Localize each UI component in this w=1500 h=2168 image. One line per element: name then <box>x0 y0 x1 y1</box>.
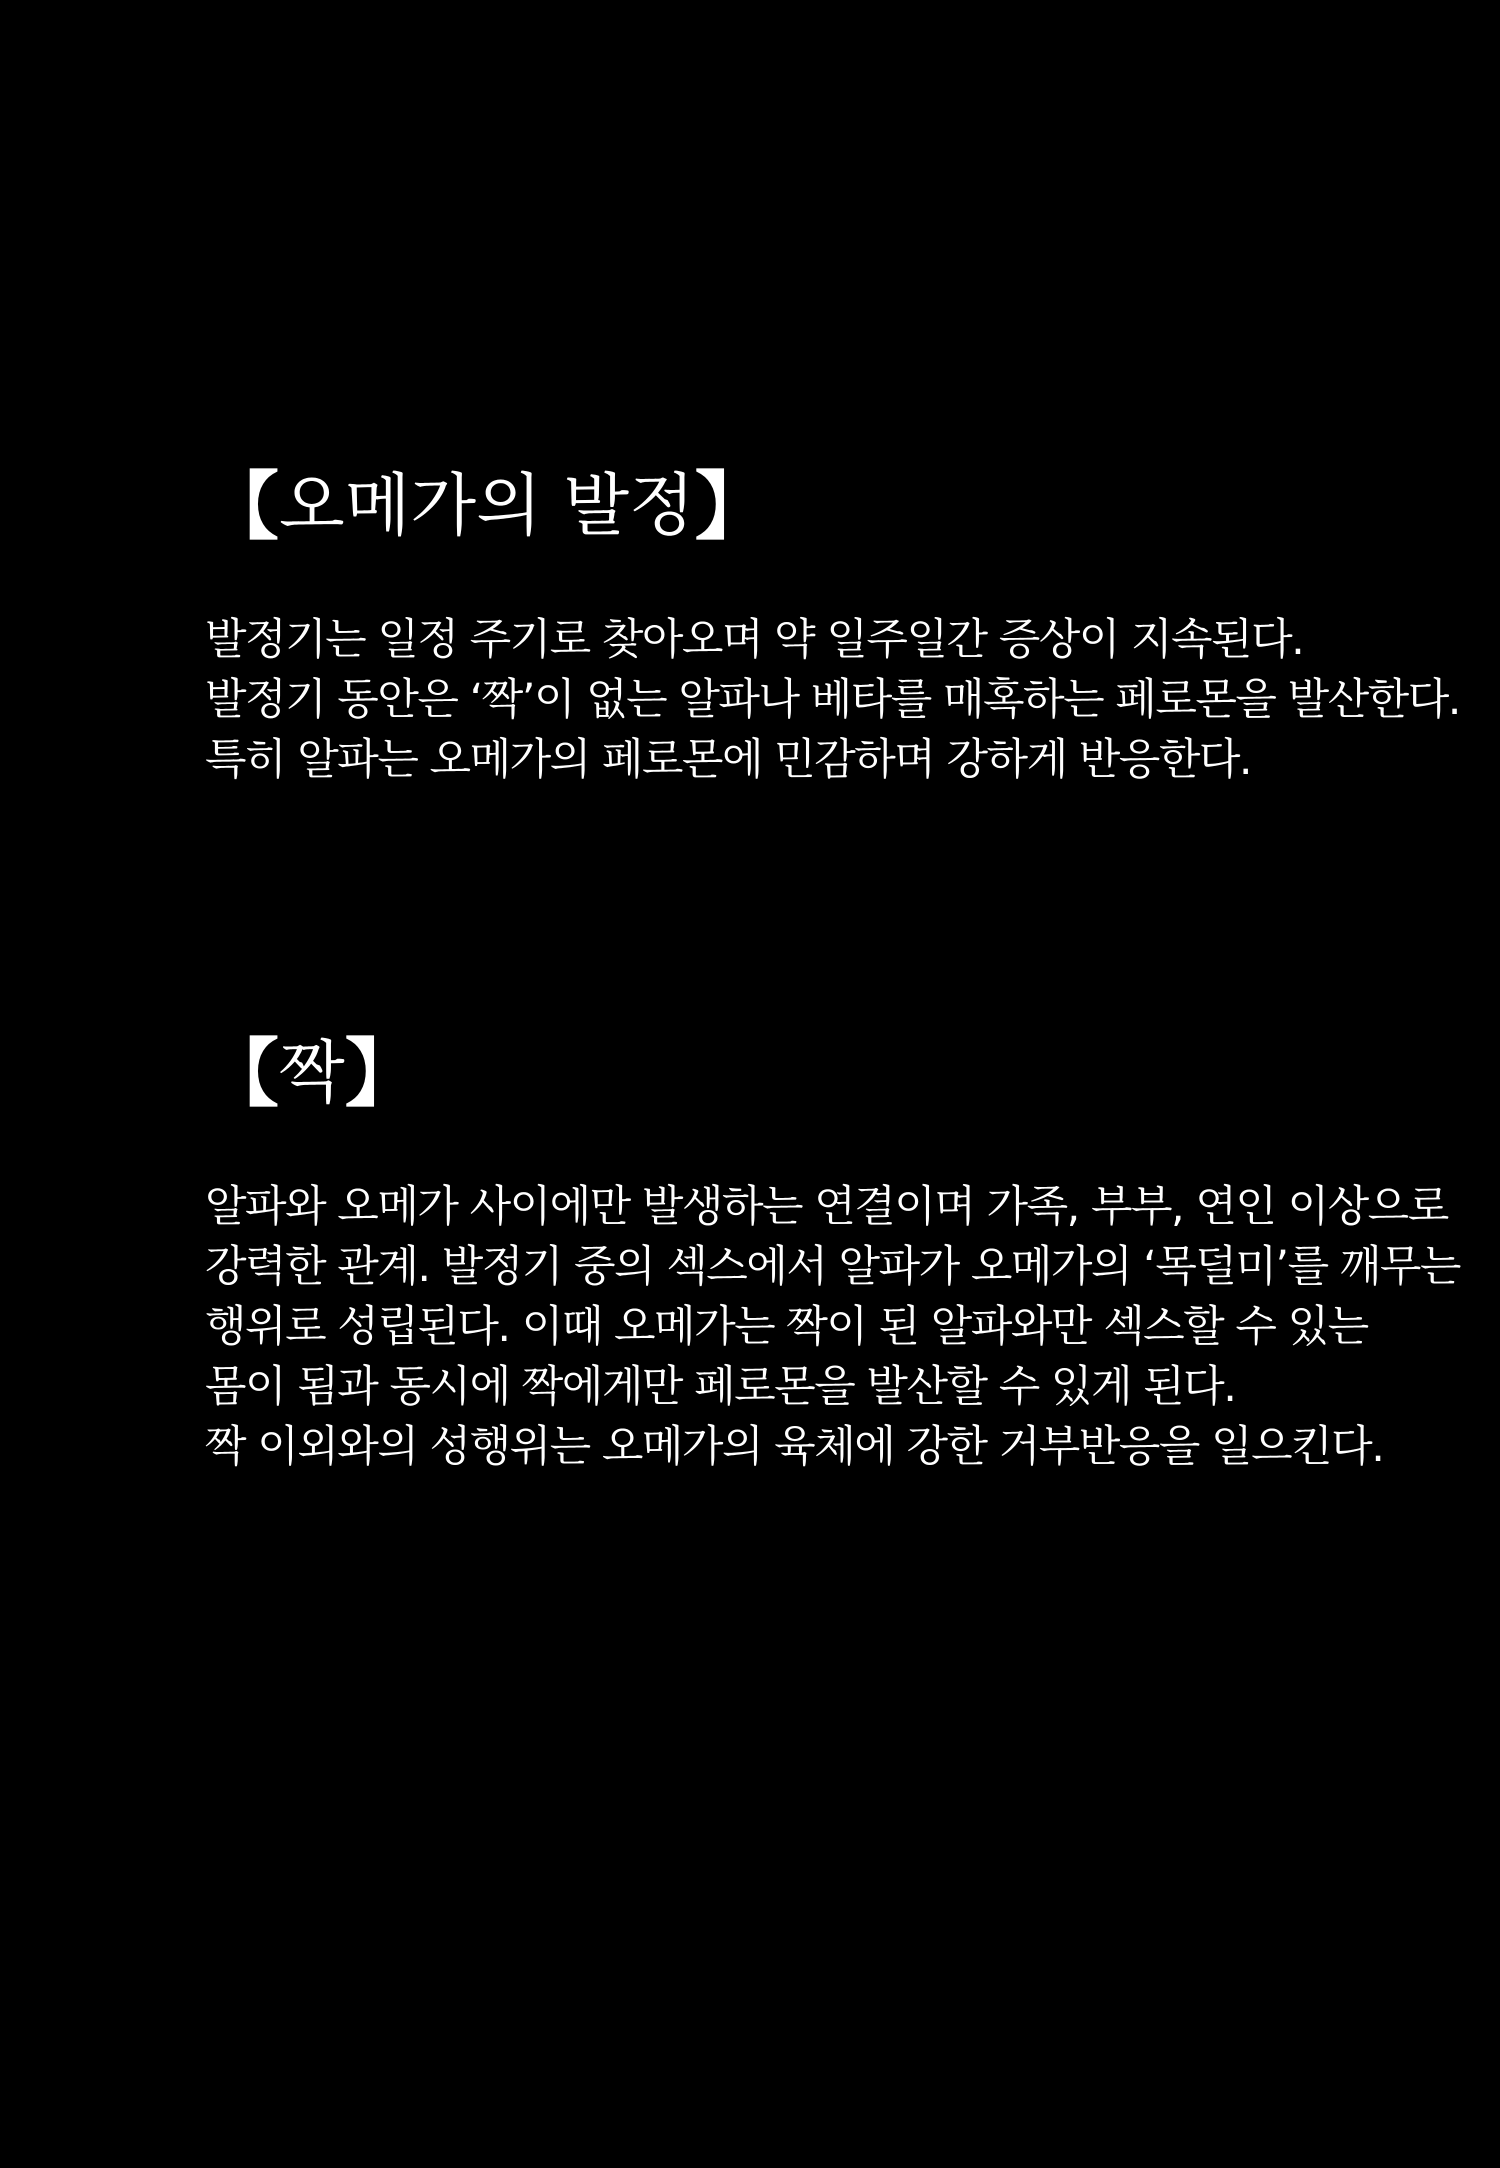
section-title: 오메가의 발정 <box>279 467 695 546</box>
body-line: 특히 알파는 오메가의 페로몬에 민감하며 강하게 반응한다. <box>205 735 1252 785</box>
body-line: 발정기 동안은 ‘짝’이 없는 알파나 베타를 매혹하는 페로몬을 발산한다. <box>205 675 1460 725</box>
open-bracket: 【 <box>205 464 279 550</box>
section-heading <box>205 464 1385 550</box>
body-line: 짝 이외와의 성행위는 오메가의 육체에 강한 거부반응을 일으킨다. <box>205 1422 1384 1472</box>
section-body <box>205 1177 1460 1477</box>
body-line: 몸이 됨과 동시에 짝에게만 페로몬을 발산할 수 있게 된다. <box>205 1362 1236 1412</box>
body-line: 발정기는 일정 주기로 찾아오며 약 일주일간 증상이 지속된다. <box>205 615 1304 665</box>
close-bracket: 】 <box>694 464 769 550</box>
open-bracket: 【 <box>205 1031 279 1117</box>
body-line: 행위로 성립된다. 이때 오메가는 짝이 된 알파와만 섹스할 수 있는 <box>205 1302 1368 1352</box>
section-omega-heat <box>205 464 1460 790</box>
section-mate <box>205 1031 1460 1477</box>
body-line: 강력한 관계. 발정기 중의 섹스에서 알파가 오메가의 ‘목덜미’를 깨무는 <box>205 1242 1460 1292</box>
body-line: 알파와 오메가 사이에만 발생하는 연결이며 가족, 부부, 연인 이상으로 <box>205 1182 1448 1232</box>
section-heading <box>205 1031 1385 1117</box>
close-bracket: 】 <box>344 1031 419 1117</box>
section-title: 짝 <box>279 1034 345 1113</box>
section-body <box>205 610 1460 790</box>
